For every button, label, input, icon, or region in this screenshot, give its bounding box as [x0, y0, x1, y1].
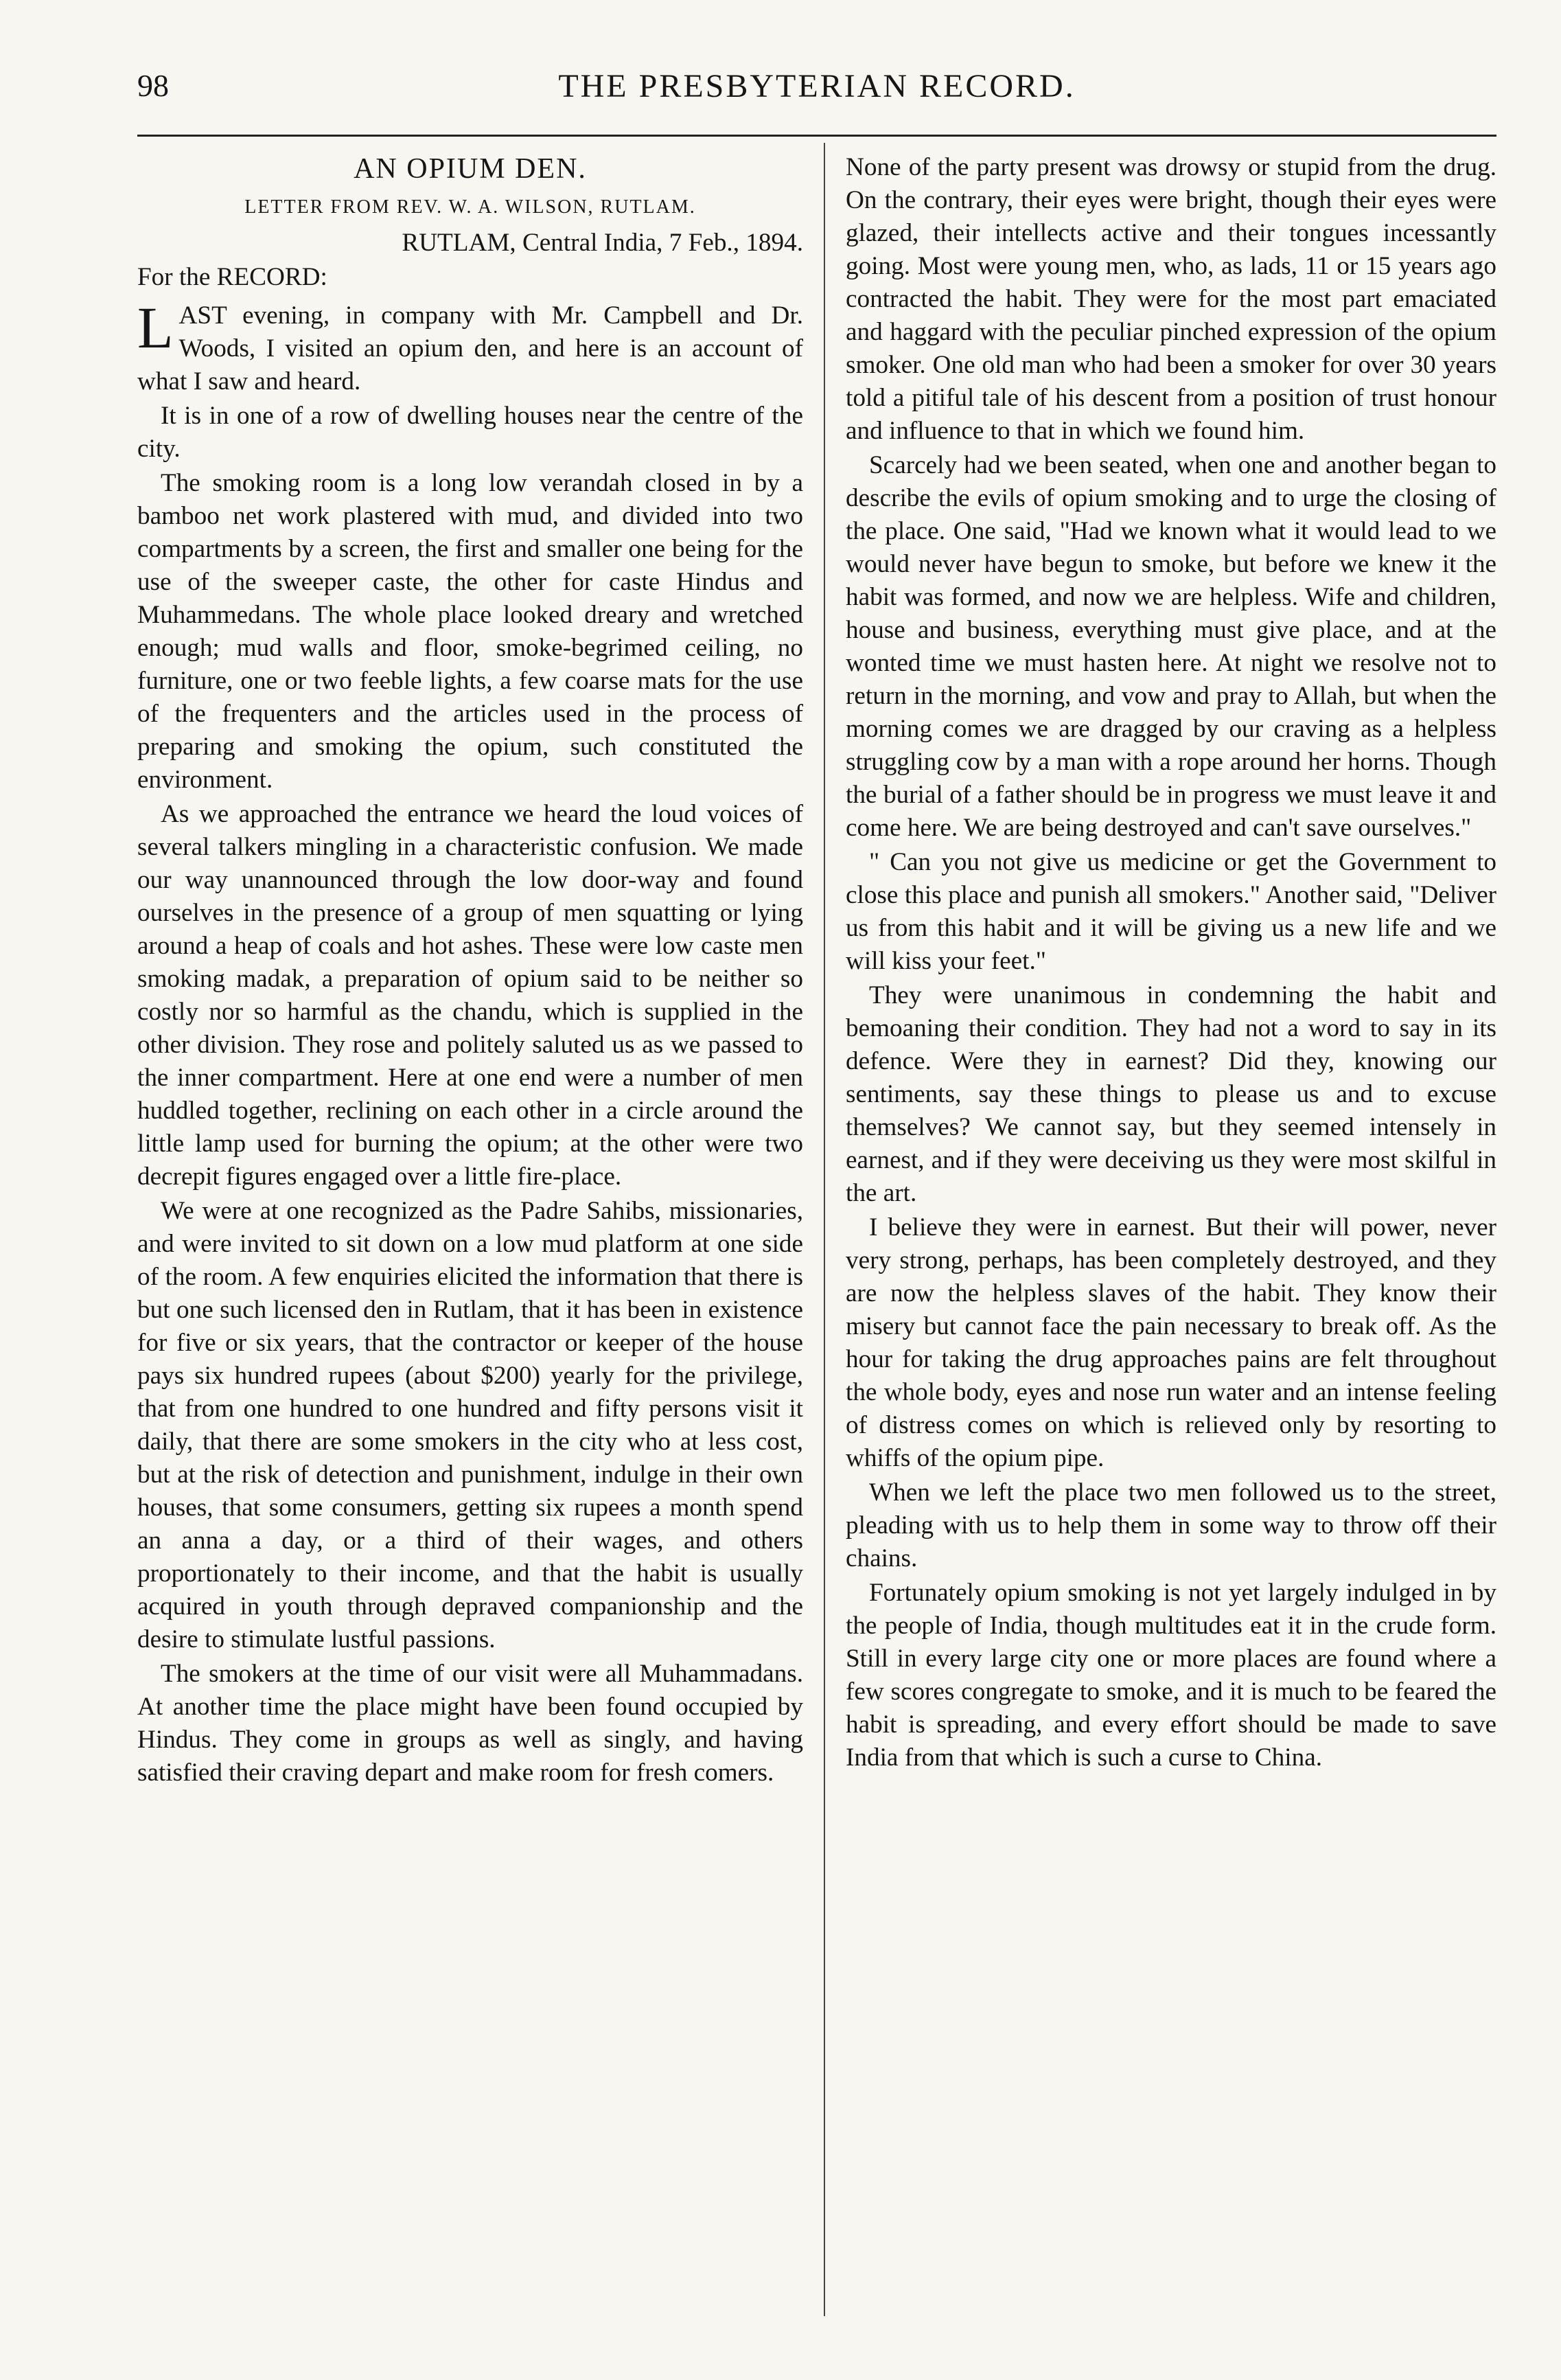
paragraph-text: AST evening, in company with Mr. Campbell and Dr. Woods, I visited an opium den, and here is an account of what I saw and heard.: [137, 301, 803, 396]
paragraph: Scarcely had we been seated, when one and another began to describe the evils of opium smoking and to urge the closing of the place. One said, "Had we known what it would lead to we would never have begun to smoke, but before we knew it the habit was formed, and now we are helpless. Wife and children, house and business, everything must give place, and at the wonted time we must hasten here. At night we resolve not to return in the morning, and vow and pray to Allah, but when the morning comes we are dragged by our craving as a helpless struggling cow by a man with a rope around her horns. Though the burial of a father should be in progress we must leave it and come here. We are being destroyed and can't save ourselves.": [846, 451, 1496, 842]
paragraph: They were unanimous in condemning the habit and bemoaning their condition. They had not a word to say in its defence. Were they in earnest? Did they, knowing our sentiments, say these things to please us and to excuse themselves? We cannot say, but they seemed intensely in earnest, and if they were deceiving us they were most skilful in the art.: [846, 981, 1496, 1207]
page-number: 98: [137, 68, 169, 103]
left-column: [137, 151, 803, 1791]
paragraph: None of the party present was drowsy or stupid from the drug. On the contrary, their eyes were bright, though their eyes were glazed, their intellects active and their tongues incessantly going. Most were young men, who, as lads, 11 or 15 years ago contracted the habit. They were for the most part emaciated and haggard with the peculiar pinched expression of the opium smoker. One old man who had been a smoker for over 30 years told a pitiful tale of his descent from a position of trust honour and influence to that in which we found him.: [846, 153, 1496, 445]
paragraph: The smoking room is a long low verandah closed in by a bamboo net work plastered with mud, and divided into two compartments by a screen, the first and smaller one being for the use of the sweeper caste, the other for caste Hindus and Muhammedans. The whole place looked dreary and wretched enough; mud walls and floor, smoke-begrimed ceiling, no furniture, one or two feeble lights, a few coarse mats for the use of the frequenters and the articles used in the process of preparing and smoking the opium, such constituted the environment.: [137, 469, 803, 794]
drop-cap: L: [137, 295, 174, 361]
column-divider: [824, 143, 825, 2316]
article-byline: LETTER FROM REV. W. A. WILSON, RUTLAM.: [244, 196, 696, 218]
running-title: THE PRESBYTERIAN RECORD.: [558, 68, 1076, 104]
paragraph: Fortunately opium smoking is not yet largely indulged in by the people of India, though multitudes eat it in the crude form. Still in every large city one or more places are found where a few scores congregate to smoke, and it is much to be feared the habit is spreading, and every effort should be made to save India from that which is such a curse to China.: [846, 1579, 1496, 1772]
article-title: AN OPIUM DEN.: [354, 153, 587, 185]
paragraph: The smokers at the time of our visit were all Muhammadans. At another time the place might have been found occupied by Hindus. They come in groups as well as singly, and having satisfied their craving depart and make room for fresh comers.: [137, 1660, 803, 1787]
paragraph: " Can you not give us medicine or get the Government to close this place and punish all smokers." Another said, "Deliver us from this habit and it will be giving us a new life and we will kiss your feet.": [846, 848, 1496, 975]
article-dateline: RUTLAM, Central India, 7 Feb., 1894.: [402, 229, 803, 257]
paragraph: [137, 295, 803, 398]
header-rule: [137, 135, 1496, 137]
paragraph: I believe they were in earnest. But their will power, never very strong, perhaps, has been completely destroyed, and they are now the helpless slaves of the habit. They know their misery but cannot face the pain necessary to break off. As the hour for taking the drug approaches pains are felt throughout the whole body, eyes and nose run water and an intense feeling of distress comes on which is relieved only by resorting to whiffs of the opium pipe.: [846, 1213, 1496, 1472]
paragraph: As we approached the entrance we heard the loud voices of several talkers mingling in a characteristic confusion. We made our way unannounced through the low door-way and found ourselves in the presence of a group of men squatting or lying around a heap of coals and hot ashes. These were low caste men smoking madak, a preparation of opium said to be neither so costly nor so harmful as the chandu, which is supplied in the other division. They rose and politely saluted us as we passed to the inner compartment. Here at one end were a number of men huddled together, reclining on each other in a circle around the little lamp used for burning the opium; at the other were two decrepit figures engaged over a little fire-place.: [137, 800, 803, 1191]
paragraph: It is in one of a row of dwelling houses near the centre of the city.: [137, 402, 803, 463]
article-salutation: For the RECORD:: [137, 263, 327, 291]
paragraph: We were at one recognized as the Padre Sahibs, missionaries, and were invited to sit down on a low mud platform at one side of the room. A few enquiries elicited the information that there is but one such licensed den in Rutlam, that it has been in existence for five or six years, that the contractor or keeper of the house pays six hundred rupees (about $200) yearly for the privilege, that from one hundred to one hundred and fifty persons visit it daily, that there are some smokers in the city who at less cost, but at the risk of detection and punishment, indulge in their own houses, that some consumers, getting six rupees a month spend an anna a day, or a third of their wages, and others proportionately to their income, and that the habit is usually acquired in youth through depraved companionship and the desire to stimulate lustful passions.: [137, 1197, 803, 1654]
paragraph: When we left the place two men followed us to the street, pleading with us to help them in some way to throw off their chains.: [846, 1478, 1496, 1572]
page-header: [137, 67, 1496, 129]
right-column: [846, 151, 1496, 1776]
